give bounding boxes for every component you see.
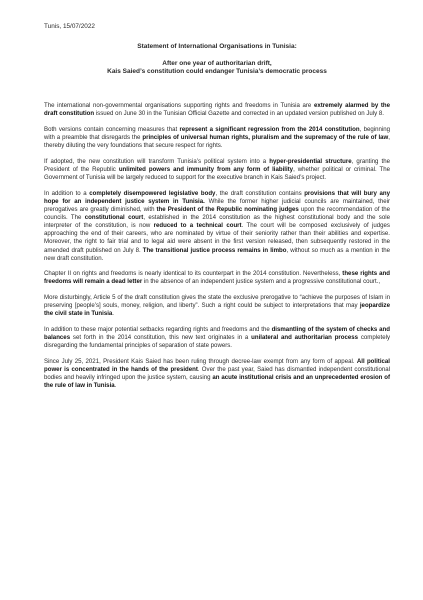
emphasis-text: provisions that will bury any hope for an independent justice system in Tunisia. (44, 189, 391, 205)
document-title: Statement of International Organisations in Tunisia: (137, 43, 297, 51)
body-paragraph-6 (44, 294, 390, 318)
body-text: . Over the past year, Saied has dismantled independent constitutional bodies and heavily infringed upon the justice system, causing (44, 365, 390, 381)
emphasis-text: jeopardize the civil state in Tunisia (44, 302, 390, 318)
emphasis-text: hyper-presidential structure (269, 157, 352, 165)
emphasis-text: completely disempowered legislative body (89, 189, 216, 197)
document-body (44, 102, 390, 390)
emphasis-text: the President of the Republic nominating judges (156, 206, 299, 214)
body-text: completely disregarding the fundamental principles of separation of state powers. (44, 334, 390, 350)
document-subtitle-line-2: Kais Saied’s constitution could endanger Tunisia’s democratic process (107, 67, 327, 75)
emphasis-text: unilateral and authoritarian process (251, 334, 359, 342)
body-text: , whether political or criminal. The Government of Tunisia will be largely reduced to support for the executive branch in Kais Saied’s project. (44, 166, 391, 182)
body-text: set forth in the 2014 constitution, this new text originates in a (70, 334, 252, 342)
body-text: , thereby diluting the very foundations that secure respect for rights. (44, 134, 390, 150)
body-text: Since July 25, 2021, President Kais Saied has been ruling through decree-law exempt from any form of appeal. (44, 357, 357, 365)
body-paragraph-7 (44, 326, 390, 350)
body-paragraph-8 (44, 358, 390, 390)
emphasis-text: reduced to a technical court (153, 222, 242, 230)
body-text: Both versions contain concerning measures that (44, 126, 180, 134)
body-text: upon the recommendation of the councils. The (44, 206, 390, 222)
emphasis-text: All political power is concentrated in the hands of the president (44, 357, 390, 373)
body-text: , granting the President of the Republic (44, 157, 391, 174)
body-text: In addition to a (44, 189, 90, 197)
emphasis-text: unlimited powers and immunity from any form of liability (118, 166, 294, 174)
emphasis-text: represent a significant regression from the 2014 constitution (179, 126, 360, 134)
body-text: , established in the 2014 constitution as the highest constitutional body and the sole interpreter of the constitution, is now (44, 214, 390, 230)
body-paragraph-3 (44, 158, 390, 182)
emphasis-text: an acute institutional crisis and an unprecedented erosion of the rule of law in Tunisia (44, 374, 390, 390)
body-text: More disturbingly, Article 5 of the draft constitution gives the state the exclusive prerogative to “achieve the purposes of Islam in preserving [people’s] souls, money, religion, and liberty”. Such a right could be subject to interpretations that may (44, 294, 390, 310)
body-text: While the former higher judicial councils are maintained, their prerogatives are greatly diminished, with (44, 197, 390, 214)
emphasis-text: extremely alarmed by the draft constitution (44, 102, 390, 118)
emphasis-text: these rights and freedoms will remain a dead letter (44, 270, 390, 286)
body-paragraph-1 (44, 102, 390, 118)
body-text: The international non-governmental organisations supporting rights and freedoms in Tunisia are (44, 102, 314, 110)
body-text: issued on June 30 in the Tunisian Official Gazette and corrected in an updated version published on July 8. (94, 110, 384, 118)
body-text: In addition to these major potential setbacks regarding rights and freedoms and the (44, 325, 272, 333)
body-text: , the draft constitution contains (215, 189, 305, 197)
emphasis-text: dismantling of the system of checks and balances (44, 325, 390, 342)
body-text: . (112, 310, 114, 318)
emphasis-text: The transitional justice process remains in limbo (142, 246, 287, 254)
document-subtitle (44, 60, 390, 77)
body-paragraph-5 (44, 270, 390, 286)
body-paragraph-4 (44, 190, 390, 263)
emphasis-text: constitutional court (84, 214, 144, 222)
body-text: in the absence of an independent justice system and a progressive constitutional court., (142, 278, 381, 286)
body-text: . (114, 382, 117, 390)
body-text: If adopted, the new constitution will transform Tunisia’s political system into a (44, 157, 270, 165)
emphasis-text: principles of universal human rights, pluralism and the supremacy of the rule of law (142, 134, 389, 142)
body-paragraph-2 (44, 126, 390, 150)
body-text: Chapter II on rights and freedoms is nearly identical to its counterpart in the 2014 constitution. Nevertheless, (44, 270, 343, 278)
body-text: . The court will be composed exclusively of judges approaching the end of their careers, who are nominated by virtue of their seniority rather than their abilities and expertise. Moreover, the right to fair trial and to legal aid were absent in the first version released, then subsequently restored in the amended draft published on July 8. (44, 222, 390, 254)
document-subtitle-line-1: After one year of authoritarian drift, (162, 59, 272, 67)
body-text: , without so much as a mention in the new draft constitution. (44, 246, 390, 262)
body-text: , beginning with a preamble that disregards the (44, 126, 390, 142)
document-date: Tunis, 15/07/2022 (44, 23, 95, 30)
